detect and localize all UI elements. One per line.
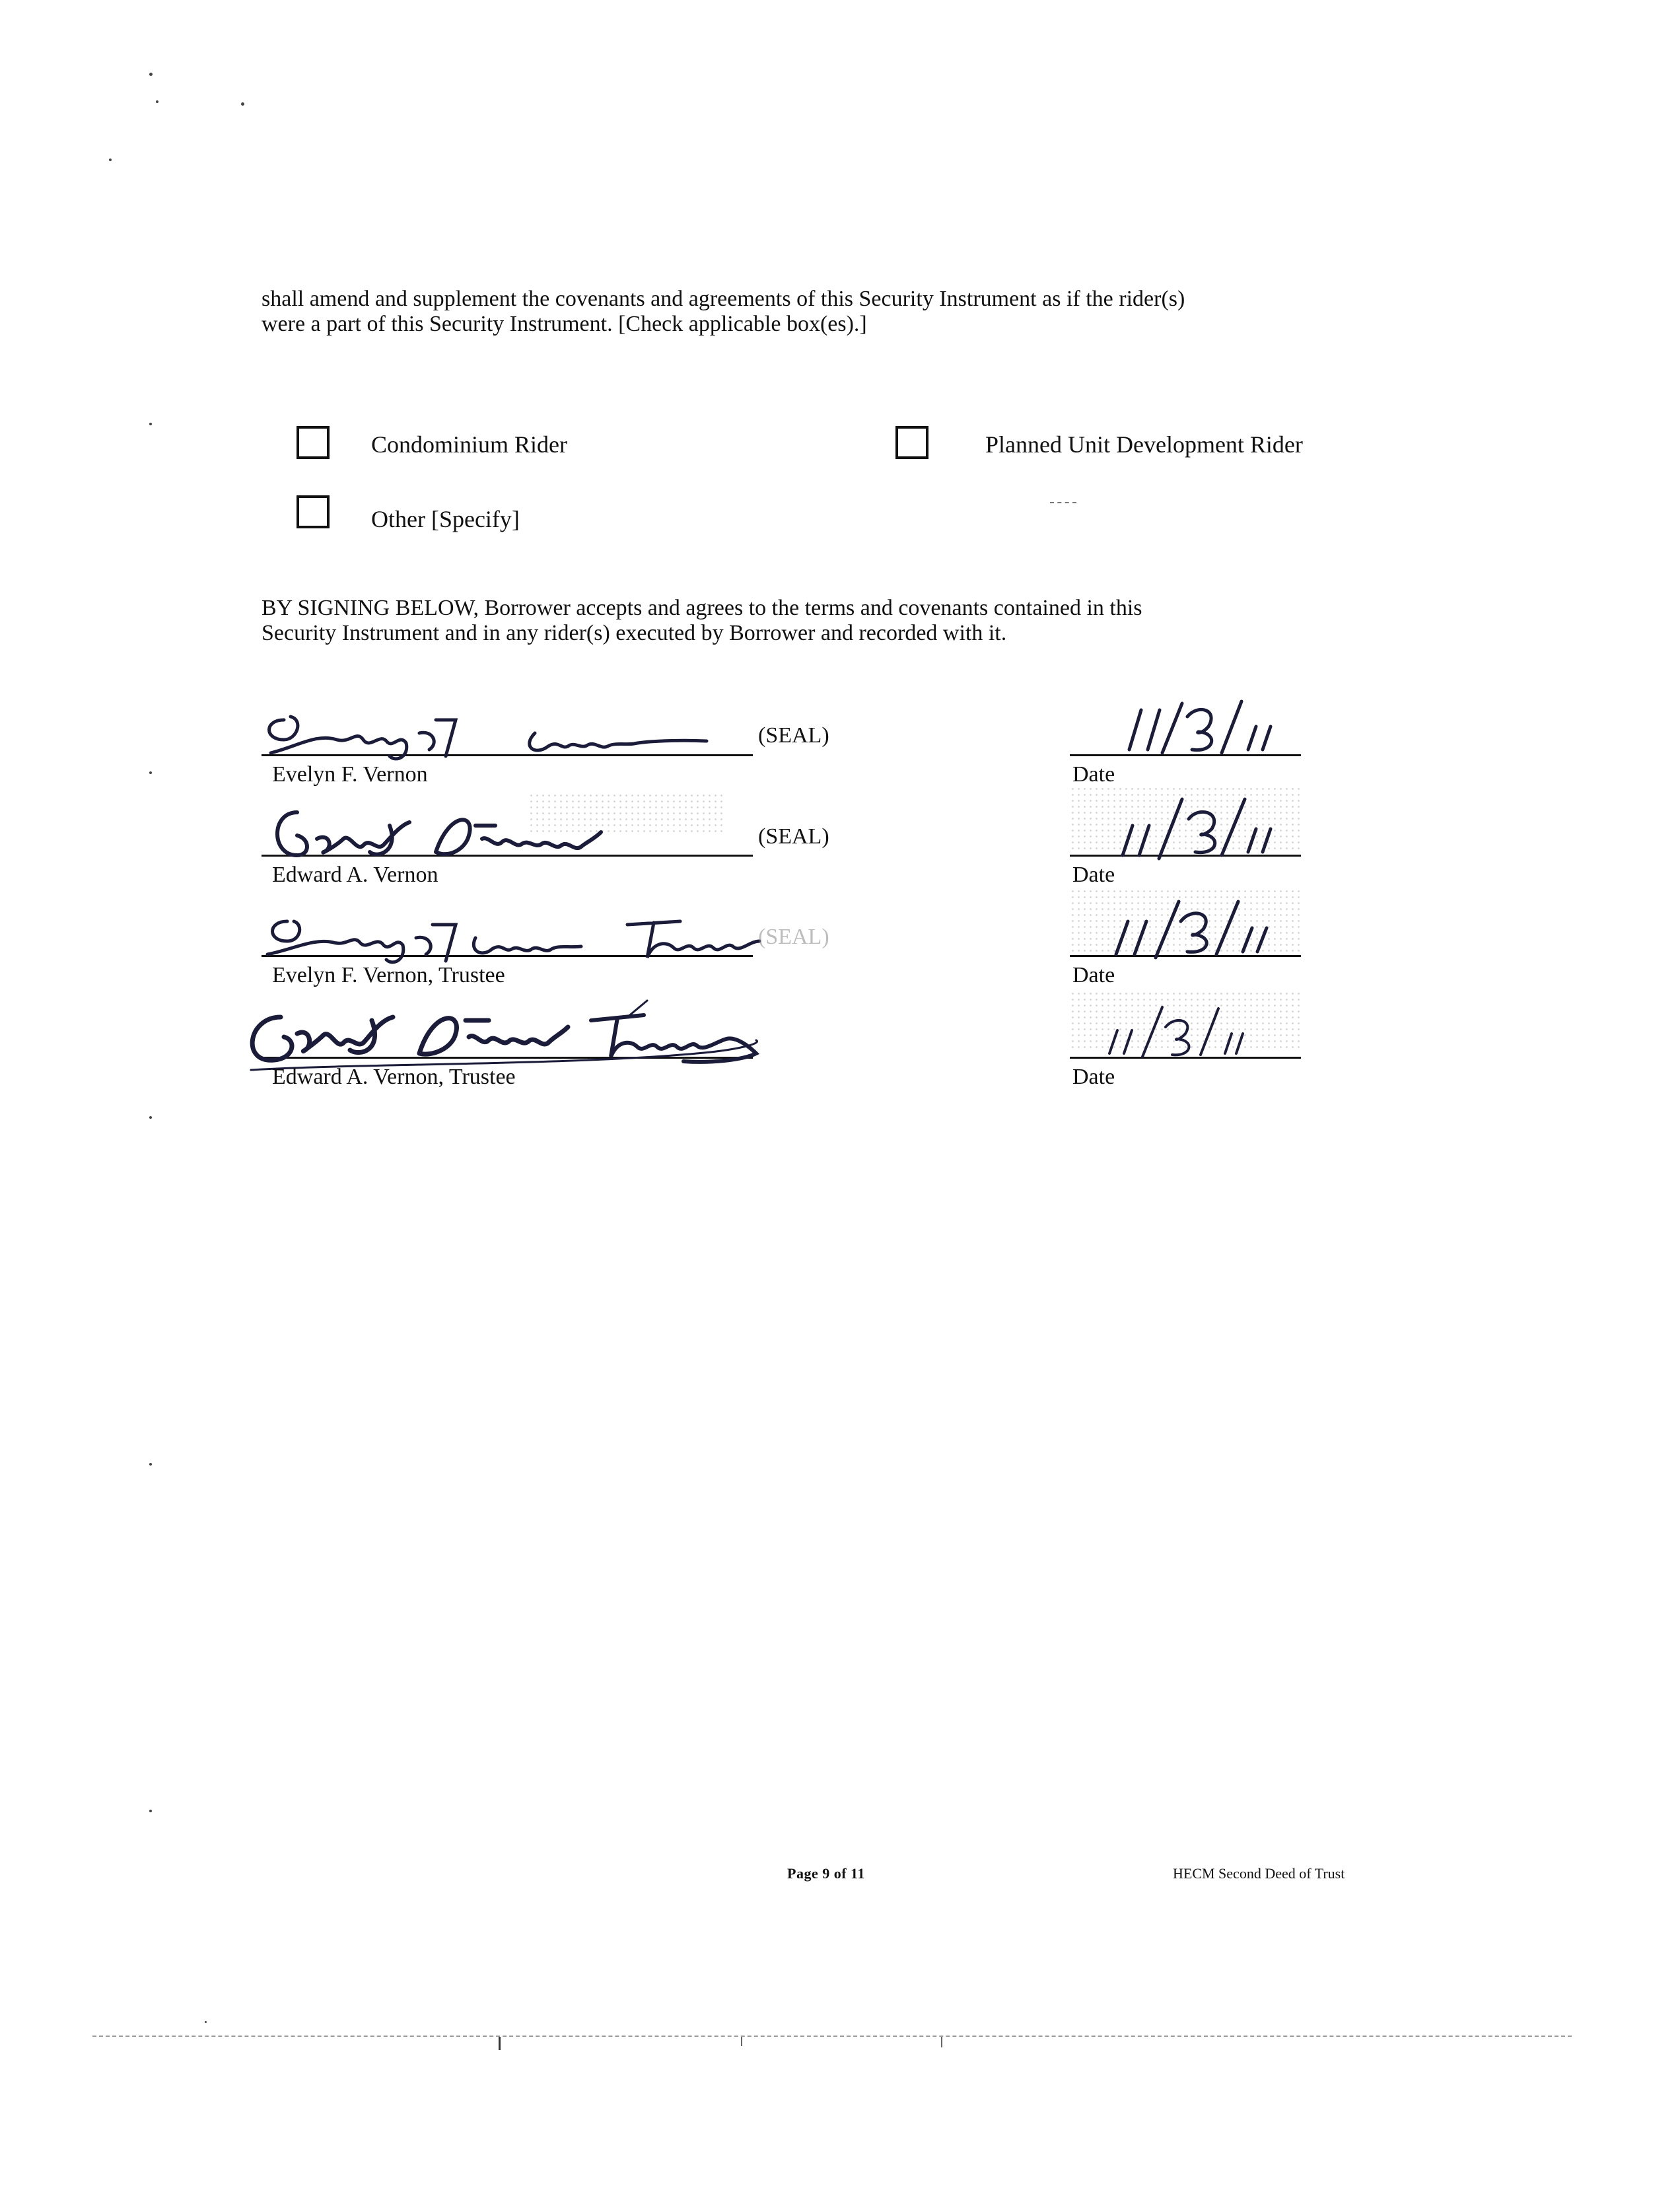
scan-edge-tick (741, 2037, 742, 2046)
handwritten-date-3 (1103, 888, 1275, 961)
scan-speck (109, 159, 112, 161)
scan-speck (149, 423, 152, 425)
pud-rider-checkbox[interactable] (895, 426, 928, 459)
signature-edward (258, 799, 759, 865)
scan-speck (149, 771, 152, 774)
scan-speck (205, 2021, 207, 2023)
scan-speck (149, 1116, 152, 1119)
scan-speck (149, 1810, 152, 1812)
signer-name-3: Evelyn F. Vernon, Trustee (272, 963, 505, 987)
scan-speck (241, 102, 244, 106)
signing-line-2: Security Instrument and in any rider(s) executed by Borrower and recorded with it. (262, 621, 1007, 645)
condominium-rider-label: Condominium Rider (371, 431, 567, 458)
other-specify-line (1050, 502, 1076, 503)
other-rider-checkbox[interactable] (297, 495, 330, 528)
signer-name-2: Edward A. Vernon (272, 863, 438, 887)
signing-statement (262, 596, 1142, 646)
signing-line-1: BY SIGNING BELOW, Borrower accepts and agrees to the terms and covenants contained in this (262, 596, 1142, 620)
condominium-rider-checkbox[interactable] (297, 426, 330, 459)
page-number: Page 9 of 11 (787, 1865, 865, 1882)
pud-rider-label: Planned Unit Development Rider (985, 431, 1303, 458)
seal-label-3: (SEAL) (758, 925, 829, 949)
handwritten-date-1 (1109, 687, 1281, 760)
intro-line-1: shall amend and supplement the covenants and agreements of this Security Instrument as if the rider(s) (262, 287, 1185, 311)
date-label-3: Date (1072, 963, 1115, 987)
date-label-4: Date (1072, 1065, 1115, 1089)
intro-line-2: were a part of this Security Instrument. [Check applicable box(es).] (262, 312, 867, 336)
handwritten-date-2 (1096, 789, 1281, 862)
scan-edge-tick (499, 2037, 501, 2050)
scan-edge-line (92, 2036, 1572, 2037)
scan-speck (149, 73, 153, 76)
signature-edward-trustee (234, 994, 908, 1073)
signer-name-1: Evelyn F. Vernon (272, 762, 428, 787)
scan-speck (156, 100, 158, 103)
scan-edge-tick (941, 2037, 942, 2047)
scan-speck (149, 1463, 152, 1466)
date-label-2: Date (1072, 863, 1115, 887)
date-label-1: Date (1072, 762, 1115, 787)
document-title: HECM Second Deed of Trust (1173, 1865, 1345, 1882)
signature-evelyn (258, 693, 759, 766)
other-rider-label: Other [Specify] (371, 506, 520, 532)
seal-label-2: (SEAL) (758, 824, 829, 849)
handwritten-date-4 (1096, 994, 1255, 1060)
signer-name-4: Edward A. Vernon, Trustee (272, 1065, 516, 1089)
seal-label-1: (SEAL) (758, 723, 829, 748)
intro-paragraph (262, 287, 1185, 337)
